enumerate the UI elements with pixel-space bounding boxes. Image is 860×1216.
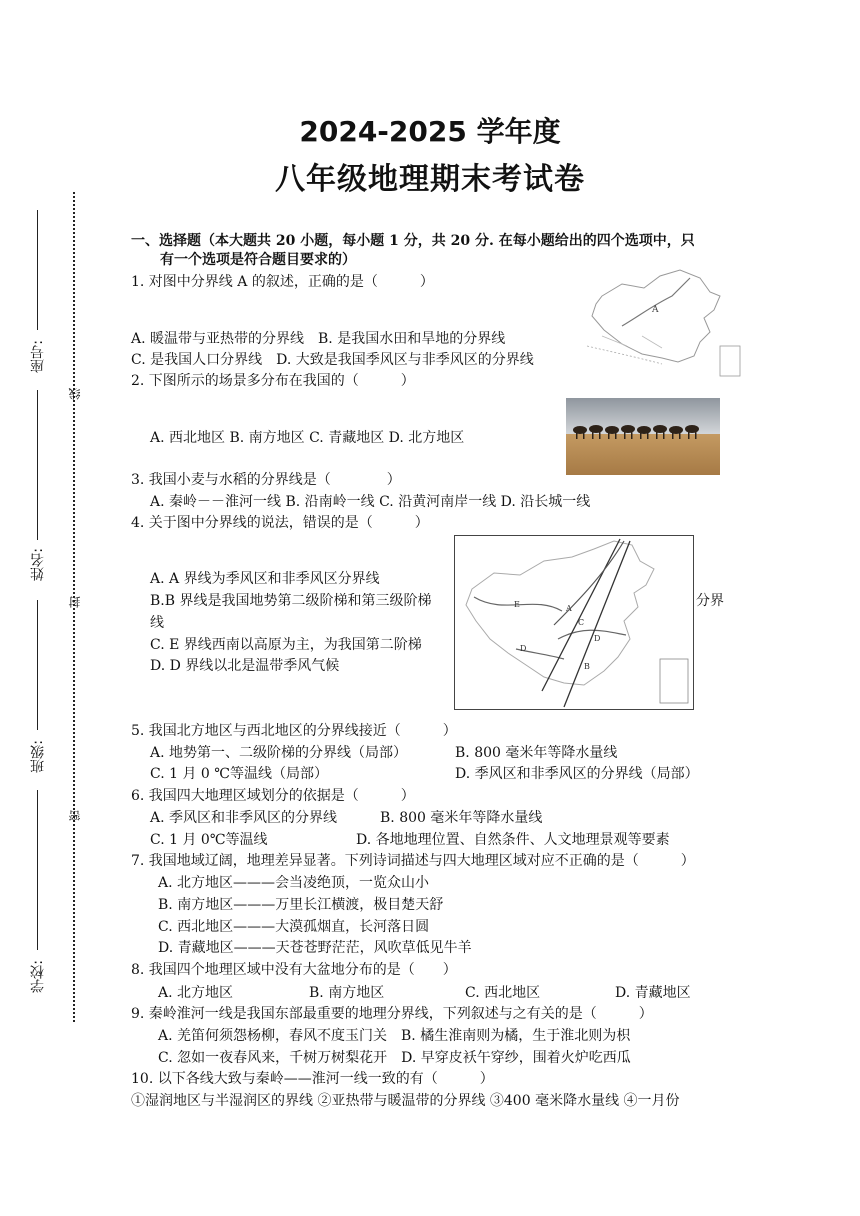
q4-option-a: A. A 界线为季风区和非季风区分界线 (150, 571, 380, 587)
q5-option-a: A. 地势第一、二级阶梯的分界线（局部） (150, 745, 408, 761)
section-heading-cont: 有一个选项是符合题目要求的） (160, 252, 356, 268)
q1-options-cd: C. 是我国人口分界线 D. 大致是我国季风区与非季风区的分界线 (131, 352, 534, 368)
seat-label: 座号: (30, 340, 46, 373)
map2-label-b: B (584, 662, 590, 671)
school-label: 学校: (30, 960, 46, 993)
q5-option-b: B. 800 毫米年等降水量线 (455, 745, 618, 761)
exam-title: 八年级地理期末考试卷 (275, 162, 585, 197)
map2-label-c: C (578, 618, 585, 627)
question-1: 1. 对图中分界线 A 的叙述，正确的是（ ） (131, 274, 434, 290)
q2-options: A. 西北地区 B. 南方地区 C. 青藏地区 D. 北方地区 (150, 430, 465, 446)
q4-option-b-tail: 分界 (696, 593, 724, 609)
question-8: 8. 我国四个地理区域中没有大盆地分布的是（ ） (131, 962, 457, 978)
q8-option-d: D. 青藏地区 (615, 985, 691, 1001)
question-2: 2. 下图所示的场景多分布在我国的（ ） (131, 373, 415, 389)
name-blank[interactable] (37, 390, 38, 540)
q6-option-d: D. 各地地理位置、自然条件、人文地理景观等要素 (356, 832, 670, 848)
question-6: 6. 我国四大地理区域划分的依据是（ ） (131, 788, 415, 804)
map2-label-e: E (514, 600, 520, 609)
map1-label-a: A (652, 305, 659, 315)
map2-label-d-west: D (520, 644, 527, 653)
q4-option-b: B.B 界线是我国地势第二级阶梯和第三级阶梯 (150, 593, 432, 609)
seal-char-feng: 封 (68, 596, 82, 608)
q9-options-cd: C. 忽如一夜春风来，千树万树梨花开 D. 早穿皮袄午穿纱，围着火炉吃西瓜 (158, 1050, 631, 1066)
q8-option-c: C. 西北地区 (465, 985, 541, 1001)
question-4: 4. 关于图中分界线的说法，错误的是（ ） (131, 515, 429, 531)
class-blank[interactable] (37, 600, 38, 730)
q4-option-b-cont: 线 (150, 615, 164, 631)
q5-option-c: C. 1 月 0 ℃等温线（局部） (150, 766, 328, 782)
q4-option-c: C. E 界线西南以高原为主，为我国第二阶梯 (150, 637, 422, 653)
question-10: 10. 以下各线大致与秦岭——淮河一线一致的有（ ） (131, 1071, 494, 1087)
question-5: 5. 我国北方地区与西北地区的分界线接近（ ） (131, 723, 457, 739)
china-map-figure-2 (454, 535, 694, 710)
question-9: 9. 秦岭淮河一线是我国东部最重要的地理分界线，下列叙述与之有关的是（ ） (131, 1006, 653, 1022)
seal-char-xian: 线 (68, 388, 82, 400)
q8-option-a: A. 北方地区 (158, 985, 234, 1001)
q10-options: ①湿润地区与半湿润区的界线 ②亚热带与暖温带的分界线 ③400 毫米降水量线 ④一月份 (131, 1093, 680, 1109)
school-blank[interactable] (37, 790, 38, 950)
desert-camel-photo (566, 398, 720, 475)
seal-char-mi: 密 (68, 810, 82, 822)
question-7: 7. 我国地域辽阔，地理差异显著。下列诗词描述与四大地理区域对应不正确的是（ ） (131, 853, 695, 869)
section-heading: 一、选择题（本大题共 20 小题，每小题 1 分，共 20 分. 在每小题给出的四个选项中，只 (131, 233, 695, 249)
exam-year: 2024-2025 学年度 (299, 115, 561, 148)
q8-option-b: B. 南方地区 (309, 985, 385, 1001)
q7-option-a: A. 北方地区———会当凌绝顶，一览众山小 (158, 875, 430, 891)
q1-options-ab: A. 暖温带与亚热带的分界线 B. 是我国水田和旱地的分界线 (131, 331, 506, 347)
q7-option-c: C. 西北地区———大漠孤烟直，长河落日圆 (158, 919, 430, 935)
q6-option-a: A. 季风区和非季风区的分界线 (150, 810, 338, 826)
name-label: 姓名: (30, 548, 46, 581)
class-label: 班级: (30, 740, 46, 773)
q9-options-ab: A. 羌笛何须怨杨柳，春风不度玉门关 B. 橘生淮南则为橘，生于淮北则为枳 (158, 1028, 631, 1044)
question-3: 3. 我国小麦与水稻的分界线是（ ） (131, 472, 401, 488)
china-map-figure-1 (582, 266, 744, 382)
q3-options: A. 秦岭－－淮河一线 B. 沿南岭一线 C. 沿黄河南岸一线 D. 沿长城一线 (150, 494, 591, 510)
map2-label-a: A (566, 604, 572, 613)
q5-option-d: D. 季风区和非季风区的分界线（局部） (455, 766, 699, 782)
q4-option-d: D. D 界线以北是温带季风气候 (150, 658, 340, 674)
seat-blank[interactable] (37, 210, 38, 330)
q7-option-b: B. 南方地区———万里长江横渡，极目楚天舒 (158, 897, 444, 913)
q7-option-d: D. 青藏地区———天苍苍野茫茫，风吹草低见牛羊 (158, 940, 472, 956)
map2-label-d-east: D (594, 634, 601, 643)
q6-option-c: C. 1 月 0℃等温线 (150, 832, 268, 848)
q6-option-b: B. 800 毫米年等降水量线 (380, 810, 543, 826)
